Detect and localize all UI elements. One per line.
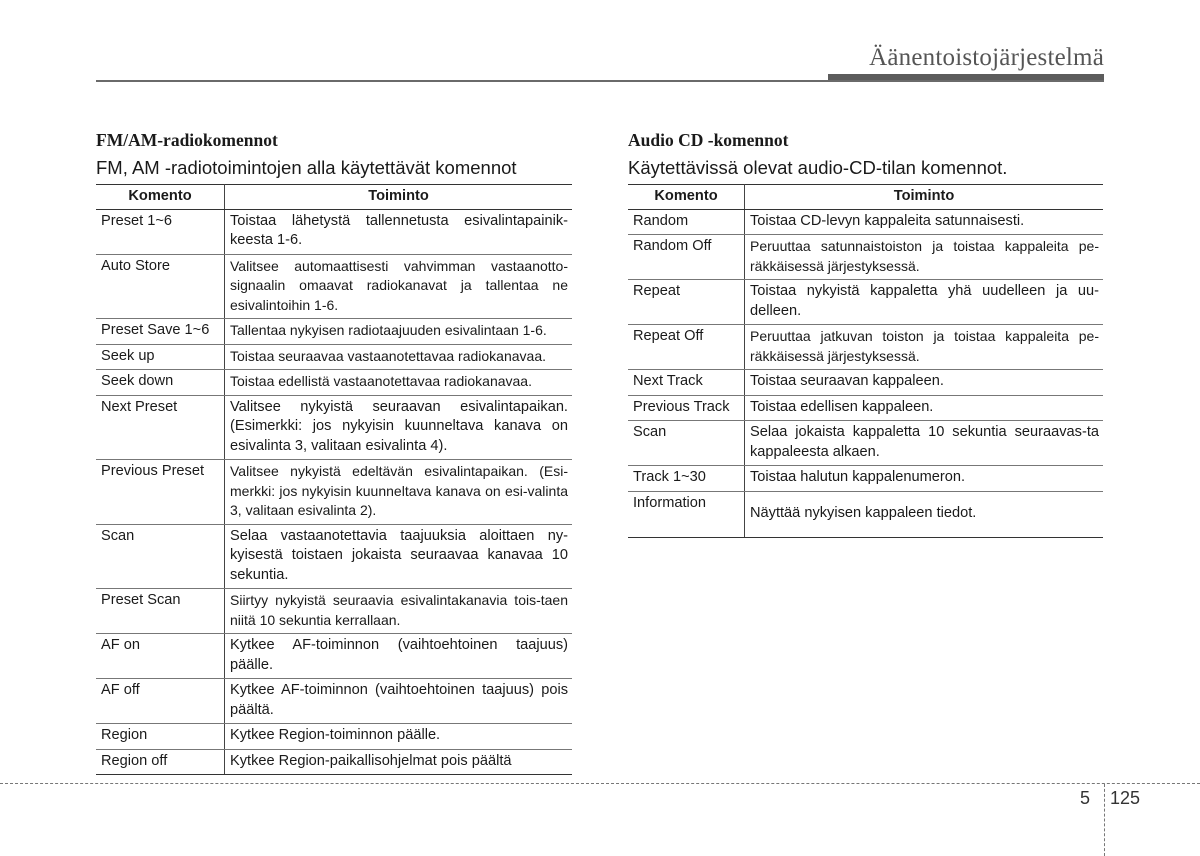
function-cell: Toistaa edellisen kappaleen.	[745, 395, 1104, 421]
command-cell: Seek down	[96, 370, 225, 396]
command-cell: Seek up	[96, 344, 225, 370]
function-cell: Valitsee nykyistä seuraavan esivalintapaikan. (Esimerkki: jos nykyisin kuunneltava kanava on esivalinta 3, valitaan esivalinta 4).	[225, 395, 573, 460]
command-cell: Scan	[628, 421, 745, 466]
table-row	[628, 280, 1103, 325]
function-cell: Valitsee nykyistä edeltävän esivalintapaikan. (Esi-merkki: jos nykyisin kuunneltava kanava on esi-valinta 3, valitaan esivalinta 2).	[225, 460, 573, 525]
column-header-command: Komento	[96, 185, 225, 210]
command-cell: Previous Track	[628, 395, 745, 421]
footer-dashed-divider	[1104, 784, 1105, 856]
command-cell: Preset Scan	[96, 589, 225, 634]
command-cell: Preset 1~6	[96, 209, 225, 254]
table-row	[96, 524, 572, 589]
command-cell: Preset Save 1~6	[96, 319, 225, 345]
table-header-row	[628, 185, 1103, 210]
function-cell: Kytkee AF-toiminnon (vaihtoehtoinen taajuus) päälle.	[225, 634, 573, 679]
function-cell: Peruuttaa jatkuvan toiston ja toistaa kappaleita pe-räkkäisessä järjestyksessä.	[745, 325, 1104, 370]
table-row	[628, 491, 1103, 537]
table-row	[628, 421, 1103, 466]
command-cell: Region	[96, 724, 225, 750]
function-cell: Kytkee Region-toiminnon päälle.	[225, 724, 573, 750]
audio-cd-commands-table	[628, 184, 1103, 538]
command-cell: AF off	[96, 679, 225, 724]
table-row	[628, 466, 1103, 492]
command-cell: AF on	[96, 634, 225, 679]
fm-am-section	[96, 128, 572, 775]
function-cell: Toistaa nykyistä kappaletta yhä uudelleen ja uu-delleen.	[745, 280, 1104, 325]
table-row	[96, 254, 572, 319]
command-cell: Information	[628, 491, 745, 537]
table-row	[628, 370, 1103, 396]
table-row	[628, 209, 1103, 235]
function-cell: Valitsee automaattisesti vahvimman vastaanotto-signaalin omaavat radiokanavat ja tallentaa ne esivalintoihin 1-6.	[225, 254, 573, 319]
table-row	[96, 749, 572, 775]
table-row	[96, 319, 572, 345]
command-cell: Scan	[96, 524, 225, 589]
column-header-function: Toiminto	[225, 185, 573, 210]
header-rule	[96, 80, 1104, 82]
command-cell: Repeat Off	[628, 325, 745, 370]
function-cell: Toistaa CD-levyn kappaleita satunnaisesti.	[745, 209, 1104, 235]
command-cell: Auto Store	[96, 254, 225, 319]
audio-cd-section	[628, 128, 1103, 538]
table-row	[96, 589, 572, 634]
table-row	[96, 460, 572, 525]
table-row	[96, 634, 572, 679]
table-row	[628, 325, 1103, 370]
command-cell: Track 1~30	[628, 466, 745, 492]
command-cell: Repeat	[628, 280, 745, 325]
function-cell: Kytkee AF-toiminnon (vaihtoehtoinen taajuus) pois päältä.	[225, 679, 573, 724]
table-row	[96, 395, 572, 460]
function-cell: Siirtyy nykyistä seuraavia esivalintakanavia tois-taen niitä 10 sekuntia kerrallaan.	[225, 589, 573, 634]
fm-am-subheading: FM, AM -radiotoimintojen alla käytettävät komennot	[96, 157, 517, 178]
table-row	[628, 235, 1103, 280]
command-cell: Region off	[96, 749, 225, 775]
function-cell: Toistaa halutun kappalenumeron.	[745, 466, 1104, 492]
command-cell: Random Off	[628, 235, 745, 280]
function-cell: Näyttää nykyisen kappaleen tiedot.	[745, 491, 1104, 537]
function-cell: Toistaa edellistä vastaanotettavaa radiokanavaa.	[225, 370, 573, 396]
command-cell: Next Track	[628, 370, 745, 396]
function-cell: Toistaa lähetystä tallennetusta esivalintapainik-keesta 1-6.	[225, 209, 573, 254]
function-cell: Toistaa seuraavaa vastaanotettavaa radiokanavaa.	[225, 344, 573, 370]
function-cell: Tallentaa nykyisen radiotaajuuden esivalintaan 1-6.	[225, 319, 573, 345]
fm-am-heading: FM/AM-radiokomennot	[96, 130, 278, 150]
function-cell: Peruuttaa satunnaistoiston ja toistaa kappaleita pe-räkkäisessä järjestyksessä.	[745, 235, 1104, 280]
command-cell: Next Preset	[96, 395, 225, 460]
function-cell: Kytkee Region-paikallisohjelmat pois päältä	[225, 749, 573, 775]
function-cell: Selaa vastaanotettavia taajuuksia aloittaen ny-kyisestä toistaen jokaista seuraavaa kanavaa 10 sekuntia.	[225, 524, 573, 589]
table-row	[96, 724, 572, 750]
footer-dashed-rule	[0, 783, 1200, 784]
chapter-number: 5	[1080, 788, 1091, 808]
column-header-command: Komento	[628, 185, 745, 210]
audio-cd-heading: Audio CD -komennot	[628, 130, 789, 150]
page-header-title: Äänentoistojärjestelmä	[869, 44, 1104, 71]
table-row	[96, 679, 572, 724]
function-cell: Selaa jokaista kappaletta 10 sekuntia seuraavas-ta kappaleesta alkaen.	[745, 421, 1104, 466]
column-header-function: Toiminto	[745, 185, 1104, 210]
audio-cd-subheading: Käytettävissä olevat audio-CD-tilan komennot.	[628, 157, 1008, 178]
page-number: 125	[1110, 788, 1141, 808]
table-row	[96, 209, 572, 254]
function-cell: Toistaa seuraavan kappaleen.	[745, 370, 1104, 396]
table-row	[96, 344, 572, 370]
command-cell: Random	[628, 209, 745, 235]
table-header-row	[96, 185, 572, 210]
command-cell: Previous Preset	[96, 460, 225, 525]
table-row	[628, 395, 1103, 421]
table-row	[96, 370, 572, 396]
fm-am-commands-table	[96, 184, 572, 775]
